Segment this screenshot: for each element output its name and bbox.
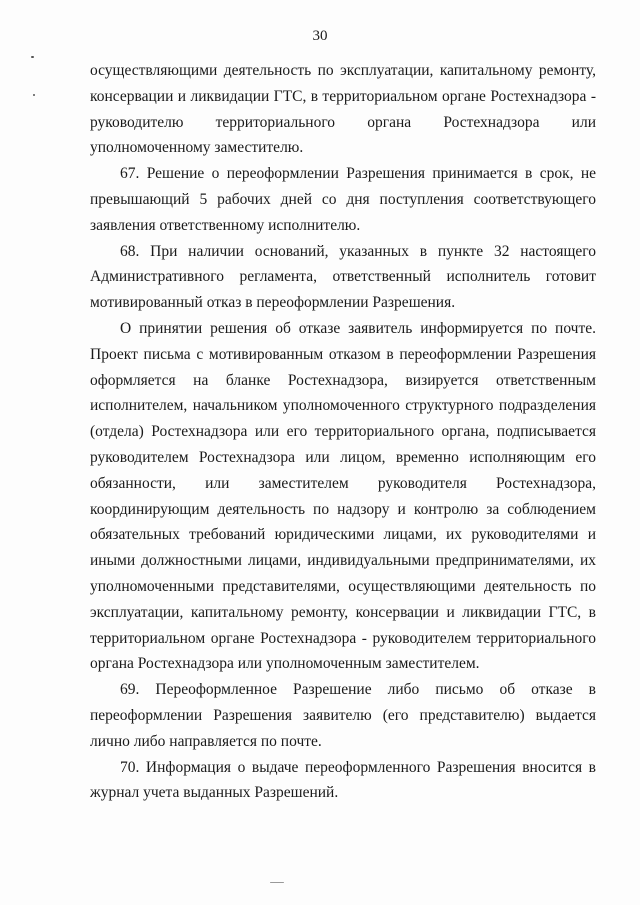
paragraph-68: 68. При наличии оснований, указанных в пункте 32 настоящего Административного регламента, ответственный исполнитель готовит мотивированный отказ в переоформлении Разрешения. (90, 242, 596, 312)
page-number: 30 (312, 28, 328, 44)
scan-speck (33, 94, 35, 96)
paragraph-continuation: осуществляющими деятельность по эксплуатации, капитальному ремонту, консервации и ликвидации ГТС, в территориальном органе Ростехнадзора - руководителю территориального органа Ростехнадзора или уполномоченному заместителю. (90, 62, 596, 157)
paragraph-refusal-notice: О принятии решения об отказе заявитель информируется по почте. Проект письма с мотивированным отказом в переоформлении Разрешения оформляется на бланке Ростехнадзора, визируется ответственным исполнителем, начальником уполномоченного структурного подразделения (отдела) Ростехнадзора или его территориального органа, подписывается руководителем Ростехнадзора или лицом, временно исполняющим его обязанности, или заместителем руководителя Ростехнадзора, координирующим деятельность по надзору и контролю за соблюдением обязательных требований юридическими лицами, их руководителями и иными должностными лицами, индивидуальными предпринимателями, их уполномоченными представителями, осуществляющими деятельность по эксплуатации, капитальному ремонту, консервации и ликвидации ГТС, в территориальном органе Ростехнадзора - руководителем территориального органа Ростехнадзора или уполномоченным заместителем. (90, 319, 596, 673)
paragraph-69: 69. Переоформленное Разрешение либо письмо об отказе в переоформлении Разрешения заявителю (его представителю) выдается лично либо направляется по почте. (90, 681, 596, 750)
scan-speck (270, 882, 284, 883)
scan-speck (31, 56, 34, 58)
paragraph-67: 67. Решение о переоформлении Разрешения принимается в срок, не превышающий 5 рабочих дней со дня поступления соответствующего заявления ответственному исполнителю. (90, 165, 596, 234)
paragraph-70: 70. Информация о выдаче переоформленного Разрешения вносится в журнал учета выданных Разрешений. (90, 758, 596, 802)
body-text (90, 58, 596, 806)
